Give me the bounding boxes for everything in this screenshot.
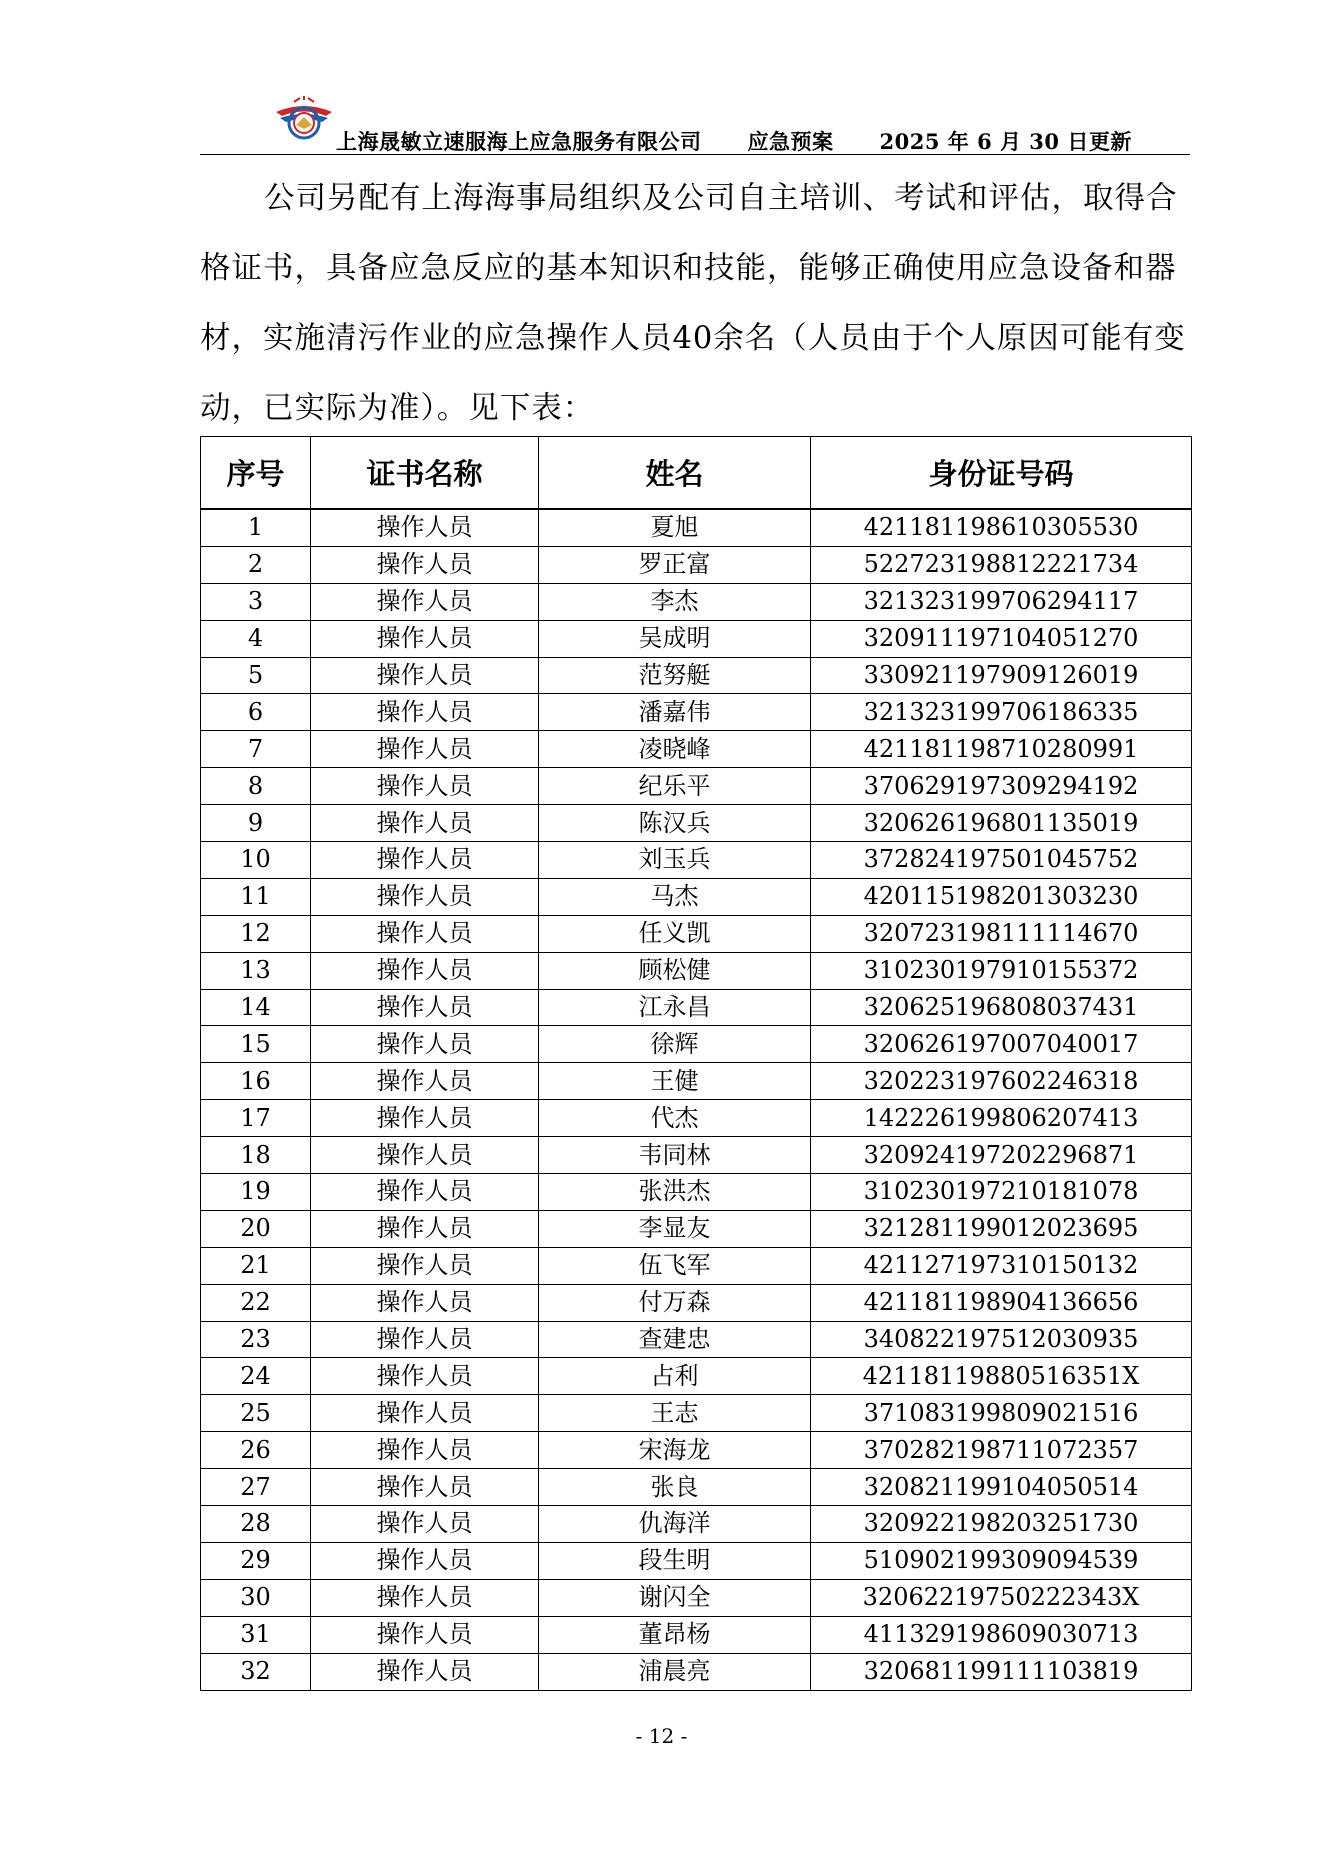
table-row <box>201 1137 1192 1174</box>
cell-certificate: 操作人员 <box>311 1026 539 1063</box>
cell-index: 5 <box>201 657 311 694</box>
table-row <box>201 1616 1192 1653</box>
cell-index: 11 <box>201 878 311 915</box>
cell-id-number: 320625196808037431 <box>811 989 1192 1026</box>
column-header-name: 姓名 <box>539 437 811 510</box>
cell-index: 28 <box>201 1506 311 1543</box>
header-line <box>336 126 1132 156</box>
cell-certificate: 操作人员 <box>311 878 539 915</box>
cell-id-number: 320626197007040017 <box>811 1026 1192 1063</box>
table-row <box>201 731 1192 768</box>
intro-paragraph: 公司另配有上海海事局组织及公司自主培训、考试和评估，取得合格证书，具备应急反应的基本知识和技能，能够正确使用应急设备和器材，实施清污作业的应急操作人员40余名（人员由于个人原因可能有变动，已实际为准）。见下表： <box>200 181 1186 426</box>
cell-id-number: 370282198711072357 <box>811 1432 1192 1469</box>
cell-name: 罗正富 <box>539 546 811 583</box>
personnel-table <box>200 436 1192 1691</box>
cell-id-number: 320681199111103819 <box>811 1653 1192 1690</box>
cell-index: 31 <box>201 1616 311 1653</box>
cell-certificate: 操作人员 <box>311 657 539 694</box>
header-doc-type: 应急预案 <box>747 129 834 154</box>
cell-id-number: 340822197512030935 <box>811 1321 1192 1358</box>
table-row <box>201 1579 1192 1616</box>
cell-name: 任义凯 <box>539 915 811 952</box>
cell-id-number: 321323199706186335 <box>811 694 1192 731</box>
cell-certificate: 操作人员 <box>311 1210 539 1247</box>
cell-index: 27 <box>201 1469 311 1506</box>
cell-name: 徐辉 <box>539 1026 811 1063</box>
table-row <box>201 805 1192 842</box>
cell-certificate: 操作人员 <box>311 1616 539 1653</box>
cell-certificate: 操作人员 <box>311 694 539 731</box>
cell-certificate: 操作人员 <box>311 1542 539 1579</box>
table-row <box>201 915 1192 952</box>
table-row <box>201 657 1192 694</box>
cell-certificate: 操作人员 <box>311 768 539 805</box>
cell-id-number: 320223197602246318 <box>811 1063 1192 1100</box>
table-row <box>201 989 1192 1026</box>
cell-index: 30 <box>201 1579 311 1616</box>
table-row <box>201 509 1192 546</box>
cell-id-number: 32062219750222343X <box>811 1579 1192 1616</box>
cell-name: 潘嘉伟 <box>539 694 811 731</box>
cell-id-number: 330921197909126019 <box>811 657 1192 694</box>
cell-index: 24 <box>201 1358 311 1395</box>
table-row <box>201 1100 1192 1137</box>
cell-certificate: 操作人员 <box>311 1321 539 1358</box>
header-update-date: 2025 年 6 月 30 日更新 <box>879 129 1132 154</box>
cell-name: 占利 <box>539 1358 811 1395</box>
table-row <box>201 1026 1192 1063</box>
cell-index: 17 <box>201 1100 311 1137</box>
cell-name: 张洪杰 <box>539 1174 811 1211</box>
cell-certificate: 操作人员 <box>311 915 539 952</box>
table-row <box>201 546 1192 583</box>
cell-certificate: 操作人员 <box>311 1469 539 1506</box>
cell-id-number: 421181198610305530 <box>811 509 1192 546</box>
cell-index: 14 <box>201 989 311 1026</box>
cell-id-number: 320924197202296871 <box>811 1137 1192 1174</box>
cell-certificate: 操作人员 <box>311 1100 539 1137</box>
cell-certificate: 操作人员 <box>311 952 539 989</box>
header-rule <box>200 154 1190 155</box>
cell-index: 18 <box>201 1137 311 1174</box>
column-header-index: 序号 <box>201 437 311 510</box>
cell-index: 22 <box>201 1284 311 1321</box>
cell-id-number: 310230197910155372 <box>811 952 1192 989</box>
cell-index: 23 <box>201 1321 311 1358</box>
cell-index: 32 <box>201 1653 311 1690</box>
cell-id-number: 321323199706294117 <box>811 583 1192 620</box>
cell-index: 10 <box>201 842 311 879</box>
cell-certificate: 操作人员 <box>311 546 539 583</box>
cell-certificate: 操作人员 <box>311 842 539 879</box>
cell-certificate: 操作人员 <box>311 1284 539 1321</box>
cell-certificate: 操作人员 <box>311 620 539 657</box>
table-row <box>201 620 1192 657</box>
cell-certificate: 操作人员 <box>311 1395 539 1432</box>
table-row <box>201 1506 1192 1543</box>
cell-name: 陈汉兵 <box>539 805 811 842</box>
cell-name: 顾松健 <box>539 952 811 989</box>
cell-certificate: 操作人员 <box>311 1063 539 1100</box>
cell-index: 1 <box>201 509 311 546</box>
cell-index: 12 <box>201 915 311 952</box>
cell-certificate: 操作人员 <box>311 1653 539 1690</box>
cell-name: 马杰 <box>539 878 811 915</box>
cell-certificate: 操作人员 <box>311 989 539 1026</box>
table-row <box>201 878 1192 915</box>
cell-certificate: 操作人员 <box>311 1174 539 1211</box>
table-row <box>201 694 1192 731</box>
cell-id-number: 42118119880516351X <box>811 1358 1192 1395</box>
cell-certificate: 操作人员 <box>311 805 539 842</box>
cell-id-number: 411329198609030713 <box>811 1616 1192 1653</box>
page-header <box>200 92 1190 156</box>
cell-name: 仇海洋 <box>539 1506 811 1543</box>
cell-name: 范努艇 <box>539 657 811 694</box>
cell-id-number: 320922198203251730 <box>811 1506 1192 1543</box>
table-header-row <box>201 437 1192 510</box>
company-logo-icon <box>270 92 338 146</box>
cell-name: 段生明 <box>539 1542 811 1579</box>
table-row <box>201 1247 1192 1284</box>
table-row <box>201 1395 1192 1432</box>
cell-index: 20 <box>201 1210 311 1247</box>
cell-index: 7 <box>201 731 311 768</box>
cell-name: 浦晨亮 <box>539 1653 811 1690</box>
table-row <box>201 1469 1192 1506</box>
cell-name: 凌晓峰 <box>539 731 811 768</box>
cell-id-number: 142226199806207413 <box>811 1100 1192 1137</box>
cell-certificate: 操作人员 <box>311 509 539 546</box>
cell-name: 伍飞军 <box>539 1247 811 1284</box>
cell-id-number: 421181198904136656 <box>811 1284 1192 1321</box>
cell-id-number: 320626196801135019 <box>811 805 1192 842</box>
table-row <box>201 1321 1192 1358</box>
cell-id-number: 420115198201303230 <box>811 878 1192 915</box>
cell-name: 代杰 <box>539 1100 811 1137</box>
cell-name: 谢闪全 <box>539 1579 811 1616</box>
cell-name: 韦同林 <box>539 1137 811 1174</box>
cell-name: 夏旭 <box>539 509 811 546</box>
cell-id-number: 421181198710280991 <box>811 731 1192 768</box>
header-company: 上海晟敏立速服海上应急服务有限公司 <box>336 129 702 154</box>
cell-index: 8 <box>201 768 311 805</box>
cell-id-number: 510902199309094539 <box>811 1542 1192 1579</box>
cell-name: 纪乐平 <box>539 768 811 805</box>
column-header-id: 身份证号码 <box>811 437 1192 510</box>
cell-id-number: 370629197309294192 <box>811 768 1192 805</box>
cell-name: 王志 <box>539 1395 811 1432</box>
cell-name: 查建忠 <box>539 1321 811 1358</box>
cell-certificate: 操作人员 <box>311 1137 539 1174</box>
cell-name: 付万森 <box>539 1284 811 1321</box>
cell-name: 宋海龙 <box>539 1432 811 1469</box>
table-body <box>201 509 1192 1690</box>
table-row <box>201 842 1192 879</box>
cell-id-number: 321281199012023695 <box>811 1210 1192 1247</box>
cell-index: 4 <box>201 620 311 657</box>
cell-index: 3 <box>201 583 311 620</box>
table-row <box>201 583 1192 620</box>
page-number: - 12 - <box>635 1724 688 1748</box>
cell-certificate: 操作人员 <box>311 1247 539 1284</box>
cell-name: 江永昌 <box>539 989 811 1026</box>
cell-certificate: 操作人员 <box>311 731 539 768</box>
cell-id-number: 320821199104050514 <box>811 1469 1192 1506</box>
cell-name: 李杰 <box>539 583 811 620</box>
cell-name: 吴成明 <box>539 620 811 657</box>
cell-name: 张良 <box>539 1469 811 1506</box>
cell-index: 15 <box>201 1026 311 1063</box>
table-row <box>201 1358 1192 1395</box>
cell-id-number: 371083199809021516 <box>811 1395 1192 1432</box>
cell-certificate: 操作人员 <box>311 1506 539 1543</box>
cell-certificate: 操作人员 <box>311 1432 539 1469</box>
cell-name: 李显友 <box>539 1210 811 1247</box>
cell-index: 16 <box>201 1063 311 1100</box>
table-row <box>201 1210 1192 1247</box>
cell-index: 21 <box>201 1247 311 1284</box>
cell-index: 19 <box>201 1174 311 1211</box>
table-row <box>201 1063 1192 1100</box>
cell-index: 2 <box>201 546 311 583</box>
cell-index: 29 <box>201 1542 311 1579</box>
table-row <box>201 1174 1192 1211</box>
cell-id-number: 320723198111114670 <box>811 915 1192 952</box>
column-header-certificate: 证书名称 <box>311 437 539 510</box>
table-row <box>201 1542 1192 1579</box>
table-row <box>201 768 1192 805</box>
cell-id-number: 372824197501045752 <box>811 842 1192 879</box>
cell-certificate: 操作人员 <box>311 1358 539 1395</box>
cell-index: 25 <box>201 1395 311 1432</box>
cell-name: 王健 <box>539 1063 811 1100</box>
cell-id-number: 320911197104051270 <box>811 620 1192 657</box>
cell-index: 26 <box>201 1432 311 1469</box>
cell-id-number: 421127197310150132 <box>811 1247 1192 1284</box>
table-row <box>201 1653 1192 1690</box>
cell-index: 9 <box>201 805 311 842</box>
cell-index: 6 <box>201 694 311 731</box>
cell-certificate: 操作人员 <box>311 583 539 620</box>
table-row <box>201 1284 1192 1321</box>
cell-name: 董昂杨 <box>539 1616 811 1653</box>
cell-certificate: 操作人员 <box>311 1579 539 1616</box>
cell-index: 13 <box>201 952 311 989</box>
table-row <box>201 952 1192 989</box>
cell-id-number: 522723198812221734 <box>811 546 1192 583</box>
cell-id-number: 310230197210181078 <box>811 1174 1192 1211</box>
cell-name: 刘玉兵 <box>539 842 811 879</box>
table-row <box>201 1432 1192 1469</box>
